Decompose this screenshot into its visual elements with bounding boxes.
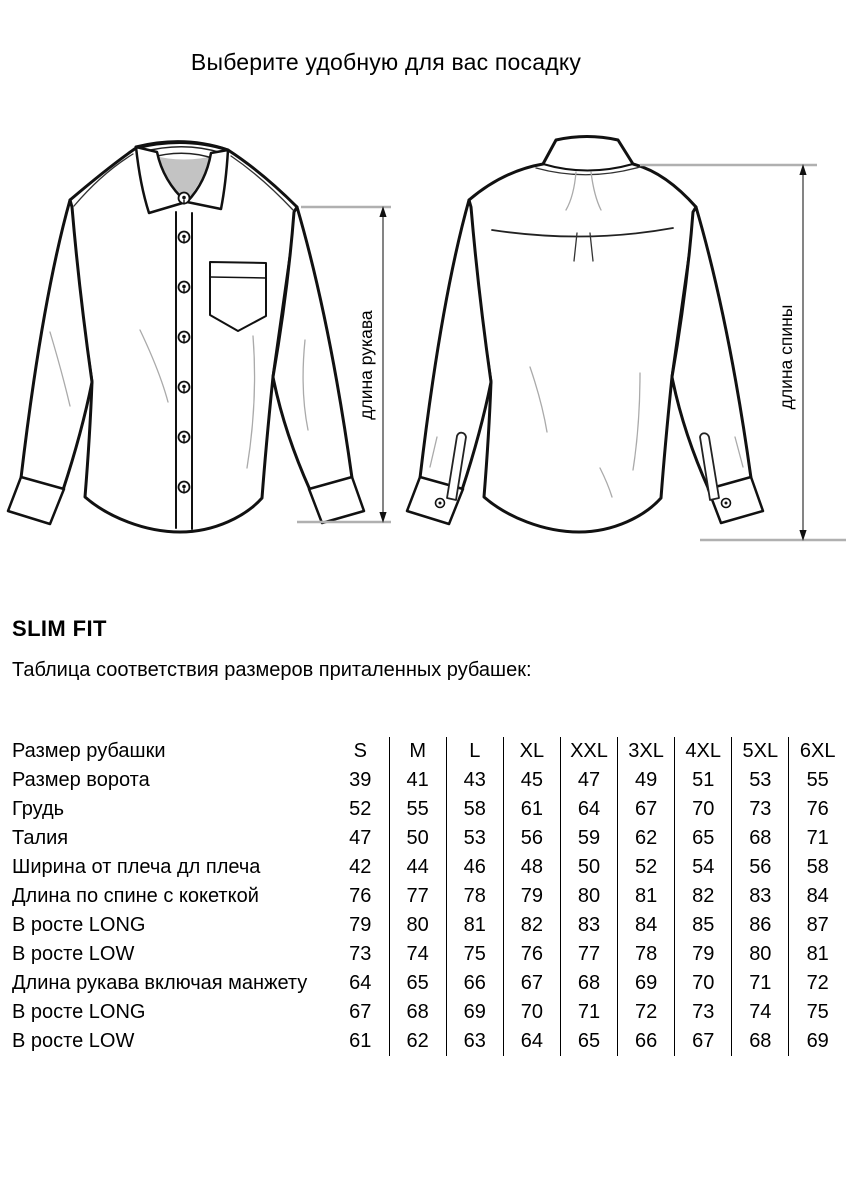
size-table-body [0, 766, 846, 1056]
size-value-cell: 65 [560, 1027, 617, 1056]
size-value-cell: 52 [618, 853, 675, 882]
size-value-cell: 69 [618, 969, 675, 998]
size-value-cell: 41 [389, 766, 446, 795]
size-value-cell: 58 [789, 853, 846, 882]
size-value-cell: 52 [349, 798, 372, 820]
size-value-cell: 86 [732, 911, 789, 940]
size-value-cell: 82 [675, 882, 732, 911]
row-label: Ширина от плеча дл плеча [12, 856, 261, 878]
size-value-cell: 79 [675, 940, 732, 969]
size-column-header: S [353, 740, 367, 762]
size-value-cell: 69 [446, 998, 503, 1027]
size-value-cell: 56 [732, 853, 789, 882]
row-label: Размер ворота [12, 769, 150, 791]
size-table-row [0, 766, 846, 795]
size-value-cell: 49 [618, 766, 675, 795]
size-value-cell: 56 [503, 824, 560, 853]
row-label: Длина по спине с кокеткой [12, 885, 259, 907]
row-label: Грудь [12, 798, 65, 820]
size-value-cell: 75 [789, 998, 846, 1027]
row-label: В росте LONG [12, 1001, 146, 1023]
size-value-cell: 46 [446, 853, 503, 882]
row-label: Талия [12, 827, 69, 849]
size-value-cell: 85 [675, 911, 732, 940]
size-value-cell: 70 [675, 795, 732, 824]
row-label: В росте LONG [12, 914, 146, 936]
front-pocket-flap-line [210, 277, 266, 278]
size-table-row [0, 998, 846, 1027]
size-value-cell: 65 [389, 969, 446, 998]
size-column-header: 4XL [675, 737, 732, 766]
size-value-cell: 66 [446, 969, 503, 998]
size-value-cell: 48 [503, 853, 560, 882]
size-value-cell: 73 [732, 795, 789, 824]
size-value-cell: 69 [789, 1027, 846, 1056]
size-value-cell: 44 [389, 853, 446, 882]
size-table [0, 737, 846, 1056]
size-value-cell: 76 [349, 885, 372, 907]
size-value-cell: 50 [560, 853, 617, 882]
size-value-cell: 65 [675, 824, 732, 853]
size-value-cell: 51 [675, 766, 732, 795]
size-value-cell: 74 [732, 998, 789, 1027]
size-value-cell: 47 [349, 827, 372, 849]
size-value-cell: 64 [503, 1027, 560, 1056]
size-value-cell: 83 [732, 882, 789, 911]
size-value-cell: 59 [560, 824, 617, 853]
size-value-cell: 53 [446, 824, 503, 853]
size-value-cell: 58 [446, 795, 503, 824]
size-value-cell: 79 [349, 914, 372, 936]
size-value-cell: 68 [732, 824, 789, 853]
page-title: Выберите удобную для вас посадку [190, 49, 582, 75]
shirt-back-view [407, 137, 763, 533]
size-column-header: XXL [560, 737, 617, 766]
size-value-cell: 55 [389, 795, 446, 824]
size-value-cell: 55 [789, 766, 846, 795]
size-column-header: L [446, 737, 503, 766]
size-value-cell: 78 [618, 940, 675, 969]
back-length-label: длина спины [776, 304, 796, 410]
size-value-cell: 87 [789, 911, 846, 940]
size-value-cell: 50 [389, 824, 446, 853]
size-value-cell: 71 [560, 998, 617, 1027]
size-value-cell: 76 [789, 795, 846, 824]
size-table-row [0, 853, 846, 882]
size-value-cell: 80 [732, 940, 789, 969]
size-value-cell: 77 [389, 882, 446, 911]
size-value-cell: 78 [446, 882, 503, 911]
size-value-cell: 68 [732, 1027, 789, 1056]
size-value-cell: 79 [503, 882, 560, 911]
size-value-cell: 45 [503, 766, 560, 795]
size-value-cell: 81 [446, 911, 503, 940]
size-table-row [0, 911, 846, 940]
size-value-cell: 64 [349, 972, 372, 994]
size-value-cell: 81 [618, 882, 675, 911]
size-value-cell: 76 [503, 940, 560, 969]
size-value-cell: 70 [675, 969, 732, 998]
size-column-header: M [389, 737, 446, 766]
size-value-cell: 81 [789, 940, 846, 969]
sleeve-length-label: длина рукава [356, 310, 376, 420]
size-value-cell: 67 [675, 1027, 732, 1056]
size-value-cell: 82 [503, 911, 560, 940]
size-value-cell: 42 [349, 856, 372, 878]
size-column-header: 3XL [618, 737, 675, 766]
size-value-cell: 64 [560, 795, 617, 824]
size-table-row [0, 795, 846, 824]
size-value-cell: 84 [618, 911, 675, 940]
size-table-row [0, 940, 846, 969]
size-value-cell: 67 [349, 1001, 372, 1023]
size-value-cell: 72 [618, 998, 675, 1027]
size-table-header-label: Размер рубашки [12, 740, 166, 762]
size-table-row [0, 882, 846, 911]
size-value-cell: 71 [732, 969, 789, 998]
size-value-cell: 84 [789, 882, 846, 911]
back-body [469, 137, 696, 533]
fit-heading: SLIM FIT [12, 616, 107, 641]
size-table-row [0, 824, 846, 853]
size-value-cell: 80 [389, 911, 446, 940]
size-value-cell: 62 [389, 1027, 446, 1056]
row-label: В росте LOW [12, 943, 135, 965]
size-table-row [0, 1027, 846, 1056]
size-value-cell: 71 [789, 824, 846, 853]
size-value-cell: 54 [675, 853, 732, 882]
size-value-cell: 43 [446, 766, 503, 795]
size-value-cell: 61 [503, 795, 560, 824]
size-value-cell: 47 [560, 766, 617, 795]
size-value-cell: 66 [618, 1027, 675, 1056]
size-table-header-row [0, 737, 846, 766]
shirt-front-view [8, 142, 364, 532]
front-pocket [210, 262, 266, 331]
size-value-cell: 68 [560, 969, 617, 998]
table-caption: Таблица соответствия размеров приталенных рубашек: [12, 659, 532, 681]
size-value-cell: 83 [560, 911, 617, 940]
size-value-cell: 63 [446, 1027, 503, 1056]
size-value-cell: 73 [675, 998, 732, 1027]
shirt-diagram [0, 110, 846, 570]
row-label: Длина рукава включая манжету [12, 972, 308, 994]
size-value-cell: 80 [560, 882, 617, 911]
size-value-cell: 74 [389, 940, 446, 969]
size-value-cell: 61 [349, 1030, 372, 1052]
size-column-header: XL [503, 737, 560, 766]
size-value-cell: 75 [446, 940, 503, 969]
size-value-cell: 70 [503, 998, 560, 1027]
size-column-header: 6XL [789, 737, 846, 766]
size-value-cell: 67 [503, 969, 560, 998]
size-value-cell: 68 [389, 998, 446, 1027]
size-value-cell: 53 [732, 766, 789, 795]
size-column-header: 5XL [732, 737, 789, 766]
size-value-cell: 39 [349, 769, 372, 791]
size-value-cell: 77 [560, 940, 617, 969]
size-value-cell: 72 [789, 969, 846, 998]
size-table-row [0, 969, 846, 998]
size-value-cell: 62 [618, 824, 675, 853]
size-value-cell: 67 [618, 795, 675, 824]
size-value-cell: 73 [349, 943, 372, 965]
row-label: В росте LOW [12, 1030, 135, 1052]
